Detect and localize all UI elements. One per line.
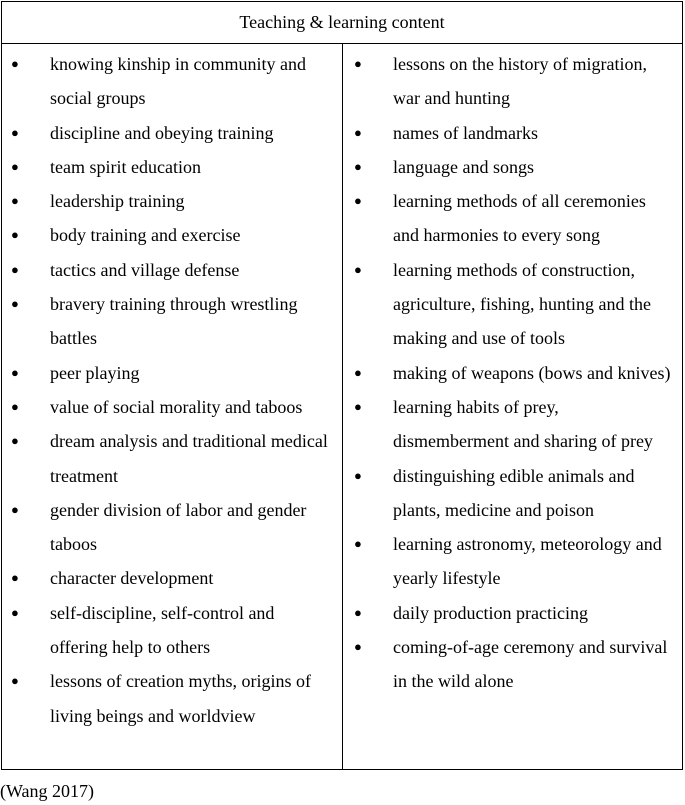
list-item (343, 253, 682, 356)
bullet-icon: ● (354, 536, 362, 552)
right-column (343, 44, 682, 769)
list-item-text: daily production practicing (393, 602, 588, 623)
list-item (2, 424, 342, 493)
bullet-icon: ● (354, 56, 362, 71)
list-item (2, 561, 342, 595)
list-item (2, 287, 342, 356)
list-item (2, 253, 342, 287)
list-item-text: self-discipline, self-control and offering help to others (50, 602, 275, 658)
list-item-text: language and songs (393, 156, 534, 177)
list-item-text: learning methods of all ceremonies and harmonies to every song (393, 191, 646, 246)
list-item-text: learning methods of construction, agriculture, fishing, hunting and the making and use of tools (393, 259, 651, 349)
list-item (343, 47, 682, 116)
list-item (2, 150, 342, 184)
bullet-icon: ● (11, 501, 19, 517)
list-item (343, 630, 682, 699)
list-item (2, 356, 342, 390)
list-item (343, 527, 682, 596)
list-item-text: knowing kinship in community and social groups (50, 54, 306, 109)
left-column (2, 44, 343, 769)
bullet-icon: ● (11, 261, 19, 277)
bullet-icon: ● (11, 364, 19, 380)
list-item-text: distinguishing edible animals and plants, medicine and poison (393, 465, 635, 520)
right-list (343, 44, 682, 699)
list-item-text: names of landmarks (393, 122, 538, 143)
list-item-text: learning habits of prey, dismemberment and sharing of prey (393, 396, 653, 452)
list-item (2, 664, 342, 733)
list-item-text: gender division of labor and gender taboos (50, 499, 307, 555)
bullet-icon: ● (354, 639, 362, 655)
list-item (2, 184, 342, 218)
bullet-icon: ● (11, 296, 19, 312)
list-item (343, 356, 682, 390)
list-item (343, 184, 682, 253)
list-item-text: team spirit education (50, 156, 201, 177)
list-item (2, 47, 342, 116)
list-item (2, 218, 342, 252)
table-body (2, 44, 682, 769)
bullet-icon: ● (11, 193, 19, 209)
content-table (1, 1, 683, 770)
list-item (343, 596, 682, 630)
list-item-text: peer playing (50, 362, 140, 383)
left-list (2, 44, 342, 733)
list-item-text: value of social morality and taboos (50, 396, 303, 417)
list-item-text: bravery training through wrestling battles (50, 294, 298, 349)
bullet-icon: ● (354, 261, 362, 277)
bullet-icon: ● (11, 158, 19, 174)
list-item-text: learning astronomy, meteorology and yearly lifestyle (393, 534, 662, 589)
list-item (2, 596, 342, 665)
list-item-text: body training and exercise (50, 225, 241, 246)
list-item-text: tactics and village defense (50, 259, 240, 280)
list-item-text: coming-of-age ceremony and survival in the wild alone (393, 637, 668, 692)
list-item-text: lessons of creation myths, origins of living beings and worldview (50, 671, 311, 726)
list-item-text: lessons on the history of migration, war and hunting (393, 54, 647, 109)
list-item (2, 116, 342, 150)
list-item-text: leadership training (50, 191, 185, 212)
bullet-icon: ● (354, 604, 362, 620)
list-item (2, 390, 342, 424)
bullet-icon: ● (11, 604, 19, 620)
bullet-icon: ● (11, 673, 19, 689)
bullet-icon: ● (354, 467, 362, 483)
bullet-icon: ● (354, 364, 362, 380)
list-item (343, 390, 682, 459)
bullet-icon: ● (11, 570, 19, 586)
bullet-icon: ● (11, 227, 19, 243)
bullet-icon: ● (11, 433, 19, 449)
list-item (2, 493, 342, 562)
list-item (343, 116, 682, 150)
bullet-icon: ● (354, 158, 362, 174)
bullet-icon: ● (354, 124, 362, 140)
list-item-text: character development (50, 568, 214, 589)
bullet-icon: ● (11, 56, 19, 71)
list-item-text: discipline and obeying training (50, 122, 274, 143)
bullet-icon: ● (11, 124, 19, 140)
table-header: Teaching & learning content (2, 2, 682, 44)
list-item (343, 459, 682, 528)
list-item (343, 150, 682, 184)
bullet-icon: ● (11, 398, 19, 414)
bullet-icon: ● (354, 398, 362, 414)
source-citation: (Wang 2017) (0, 781, 95, 801)
list-item-text: dream analysis and traditional medical treatment (50, 431, 328, 486)
list-item-text: making of weapons (bows and knives) (393, 362, 671, 383)
bullet-icon: ● (354, 193, 362, 209)
